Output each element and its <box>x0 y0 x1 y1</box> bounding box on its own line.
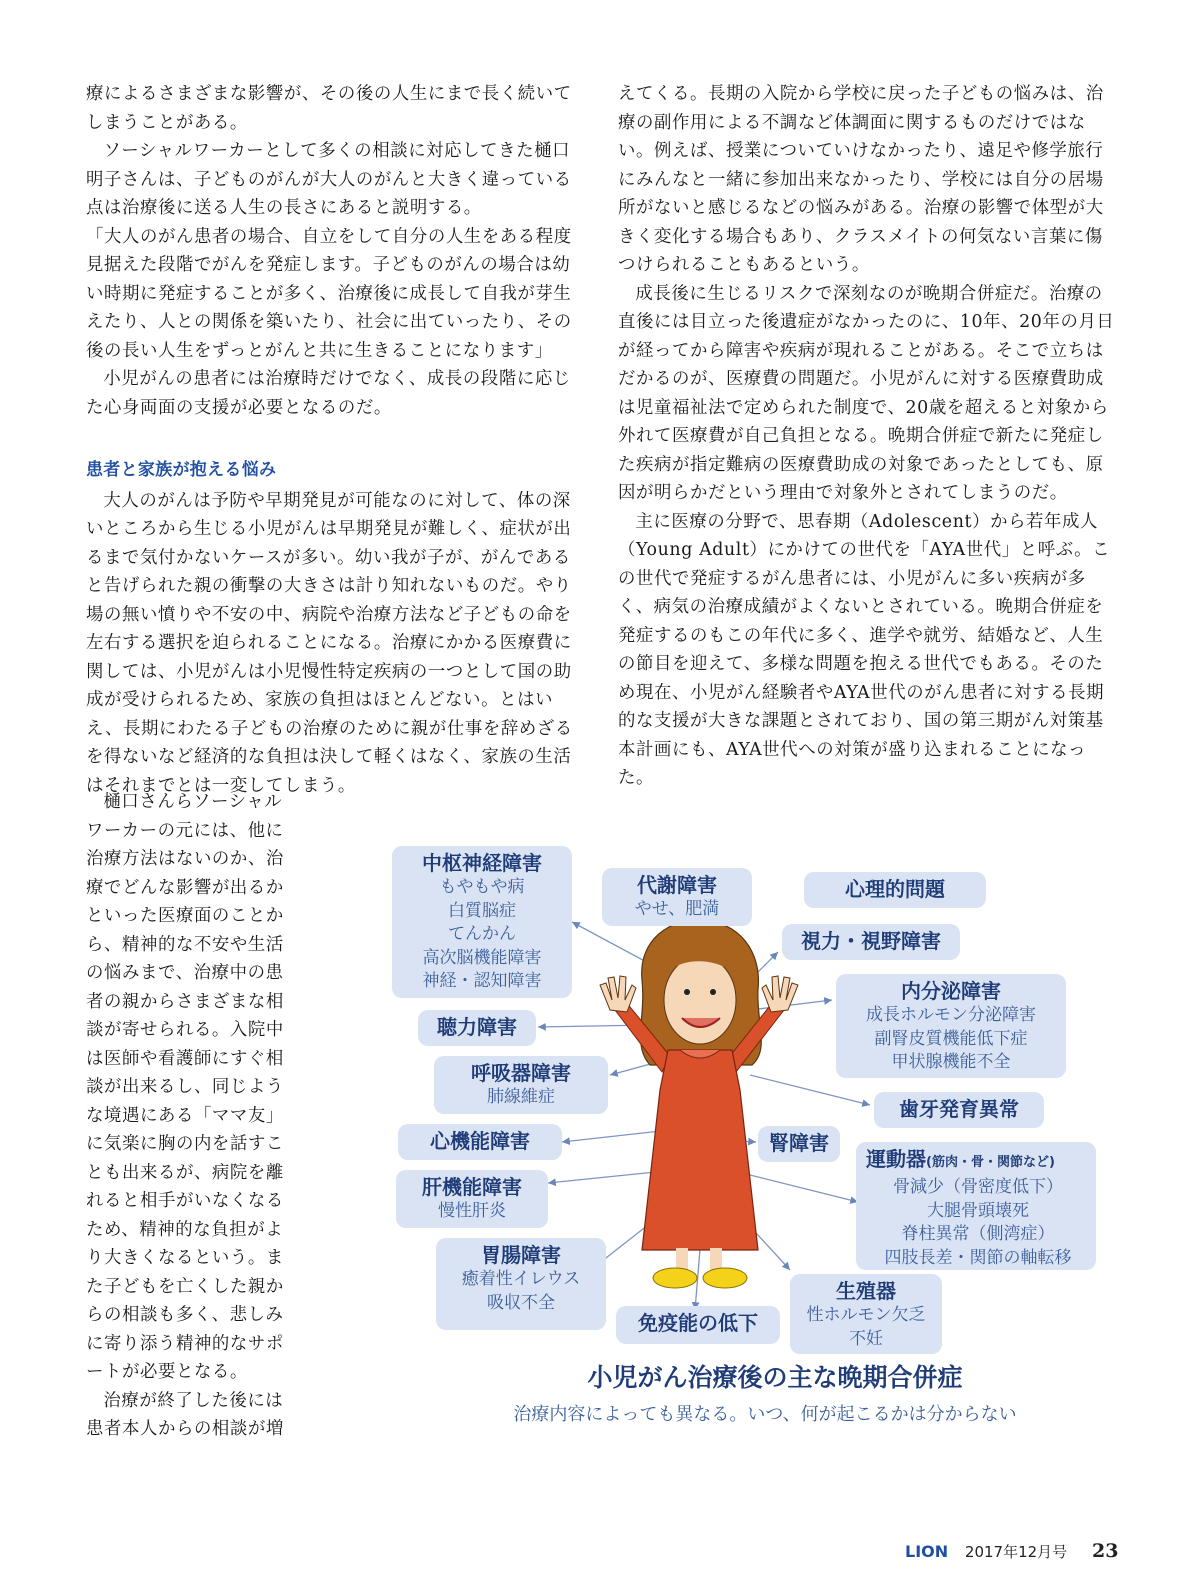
box-title: 胃腸障害 <box>481 1243 561 1267</box>
box-renal <box>758 1126 840 1162</box>
box-immune <box>616 1306 780 1344</box>
late-effects-figure <box>380 840 1110 1440</box>
girl-figure <box>600 920 798 1288</box>
box-item: 神経・認知障害 <box>422 971 542 991</box>
box-title: 歯牙発育異常 <box>899 1097 1019 1121</box>
page-footer <box>905 1540 1118 1562</box>
box-title: 心機能障害 <box>430 1129 530 1153</box>
box-title: 腎障害 <box>769 1131 829 1155</box>
box-title: 心理的問題 <box>845 877 945 901</box>
box-item: 四肢長差・関節の軸転移 <box>884 1247 1072 1268</box>
box-title: 代謝障害 <box>637 873 717 897</box>
box-item: 肺線維症 <box>487 1087 555 1107</box>
box-title: 中枢神経障害 <box>422 851 542 875</box>
box-title: 免疫能の低下 <box>638 1311 758 1335</box>
left-column <box>86 80 580 800</box>
box-cns <box>392 846 572 998</box>
box-hearing <box>418 1010 536 1046</box>
box-title: 生殖器 <box>836 1279 896 1303</box>
box-item: 副腎皮質機能低下症 <box>874 1028 1028 1049</box>
box-endocrine <box>836 974 1066 1078</box>
box-cardiac <box>398 1124 562 1160</box>
box-vision <box>782 924 960 960</box>
paragraph: 成長後に生じるリスクで深刻なのが晩期合併症だ。治療の直後には目立った後遺症がなかったのに、10年、20年の月日が経ってから障害や疾病が現れることがある。そこで立ちはだかるのが、医療費の問題だ。小児がんに対する医療費助成は児童福祉法で定められた制度で、20歳を超えると対象から外れて医療費が自己負担となる。晩期合併症で新たに発症した疾病が指定難病の医療費助成の対象であったとしても、原因が明らかだという理由で対象外とされてしまうのだ。 <box>618 283 1115 503</box>
box-title: 視力・視野障害 <box>801 929 941 953</box>
box-item: やせ、肥満 <box>634 899 720 919</box>
magazine-name: LION <box>905 1542 949 1561</box>
box-item: 高次脳機能障害 <box>422 947 542 968</box>
paragraph: えてくる。長期の入院から学校に戻った子どもの悩みは、治療の副作用による不調など体調面に関するものだけではない。例えば、授業についていけなかったり、遠足や修学旅行にみんなと一緒に参加出来なかったり、学校には自分の居場所がないと感じるなどの悩みがある。治療の影響で体型が大きく変化する場合もあり、クラスメイトの何気ない言葉に傷つけられることもあるという。 <box>618 84 1104 275</box>
box-item: 白質脳症 <box>448 900 516 921</box>
page-number: 23 <box>1091 1540 1119 1562</box>
box-reproductive <box>790 1274 942 1354</box>
box-title: 内分泌障害 <box>901 979 1001 1003</box>
figure-title: 小児がん治療後の主な晩期合併症 <box>587 1363 963 1392</box>
paragraph: 小児がんの患者には治療時だけでなく、成長の段階に応じた心身両面の支援が必要となるのだ。 <box>86 369 571 418</box>
box-metabolic <box>602 868 752 926</box>
figure-caption <box>380 1358 1110 1426</box>
figure-subtitle: 治療内容によっても異なる。いつ、何が起こるかは分からない <box>513 1404 1017 1425</box>
box-item: 大腿骨頭壊死 <box>927 1200 1029 1221</box>
right-column <box>618 80 1116 793</box>
paragraph: 治療が終了した後には患者本人からの相談が増 <box>86 1390 284 1439</box>
box-title-note: (筋肉・骨・関節など) <box>926 1155 1055 1170</box>
box-item: 脊柱異常（側湾症） <box>901 1224 1055 1244</box>
box-gi <box>436 1238 606 1330</box>
box-hepatic <box>396 1170 548 1228</box>
box-item: 吸収不全 <box>487 1292 555 1313</box>
box-item: 成長ホルモン分泌障害 <box>866 1005 1036 1025</box>
paragraph: 大人のがんは予防や早期発見が可能なのに対して、体の深いところから生じる小児がんは早期発見が難しく、症状が出るまで気付かないケースが多い。幼い我が子が、がんであると告げられた親の衝撃の大きさは計り知れないものだ。やり場の無い憤りや不安の中、病院や治療方法など子どもの命を左右する選択を迫られることになる。治療にかかる医療費に関しては、小児がんは小児慢性特定疾病の一つとして国の助成が受けられるため、家族の負担はほとんどない。とはいえ、長期にわたる子どもの治療のために親が仕事を辞めざるを得ないなど経済的な負担は決して軽くはなく、家族の生活はそれまでとは一変してしまう。 <box>86 490 573 796</box>
box-title: 呼吸器障害 <box>471 1061 571 1085</box>
paragraph: 樋口さんらソーシャルワーカーの元には、他に治療方法はないのか、治療でどんな影響が出るかといった医療面のことから、精神的な不安や生活の悩みまで、治療中の患者の親からさまざまな相談が寄せられる。入院中は医師や看護師にすぐ相談が出来るし、同じような境遇にある「ママ友」に気楽に胸の内を話すことも出来るが、病院を離れると相手がいなくなるため、精神的な負担がより大きくなるという。また子どもを亡くした親からの相談も多く、悲しみに寄り添う精神的なサポートが必要となる。 <box>86 792 284 1382</box>
box-motor <box>856 1142 1096 1270</box>
box-item: 不妊 <box>849 1328 883 1349</box>
paragraph: 「大人のがん患者の場合、自立をして自分の人生をある程度見据えた段階でがんを発症します。子どものがんの場合は幼い時期に発症することが多く、治療後に成長して自我が芽生えたり、人との関係を築いたり、社会に出ていったり、その後の長い人生をずっとがんと共に生きることになります」 <box>86 226 572 361</box>
paragraph: ソーシャルワーカーとして多くの相談に対応してきた樋口明子さんは、子どものがんが大人のがんと大きく違っている点は治療後に送る人生の長さにあると説明する。 <box>86 141 572 218</box>
box-item: 癒着性イレウス <box>461 1269 581 1289</box>
narrow-column <box>86 788 286 1444</box>
box-item: 骨減少（骨密度低下） <box>893 1177 1063 1197</box>
section-heading: 患者と家族が抱える悩み <box>86 460 277 480</box>
box-item: 甲状腺機能不全 <box>891 1052 1011 1072</box>
box-item: てんかん <box>448 924 516 944</box>
paragraph: 療によるさまざまな影響が、その後の人生にまで長く続いてしまうことがある。 <box>86 84 572 133</box>
box-title: 運動器 <box>866 1147 926 1171</box>
paragraph: 主に医療の分野で、思春期（Adolescent）から若年成人（Young Adult）にかけての世代を「AYA世代」と呼ぶ。この世代で発症するがん患者には、小児がんに多い疾病が多く、病気の治療成績がよくないとされている。晩期合併症を発症するのもこの年代に多く、進学や就労、結婚など、人生の節目を迎えて、多様な問題を抱える世代でもある。そのため現在、小児がん経験者やAYA世代のがん患者に対する長期的な支援が大きな課題とされており、国の第三期がん対策基本計画にも、AYA世代への対策が盛り込まれることになった。 <box>618 511 1111 788</box>
issue-label: 2017年12月号 <box>964 1543 1068 1561</box>
box-title: 聴力障害 <box>437 1015 517 1039</box>
box-dental <box>874 1092 1044 1128</box>
box-item: もやもや病 <box>439 877 525 897</box>
box-psych <box>804 872 986 908</box>
box-title: 肝機能障害 <box>422 1175 522 1199</box>
box-item: 性ホルモン欠乏 <box>806 1305 926 1325</box>
box-item: 慢性肝炎 <box>438 1201 506 1221</box>
box-respiratory <box>434 1056 608 1114</box>
